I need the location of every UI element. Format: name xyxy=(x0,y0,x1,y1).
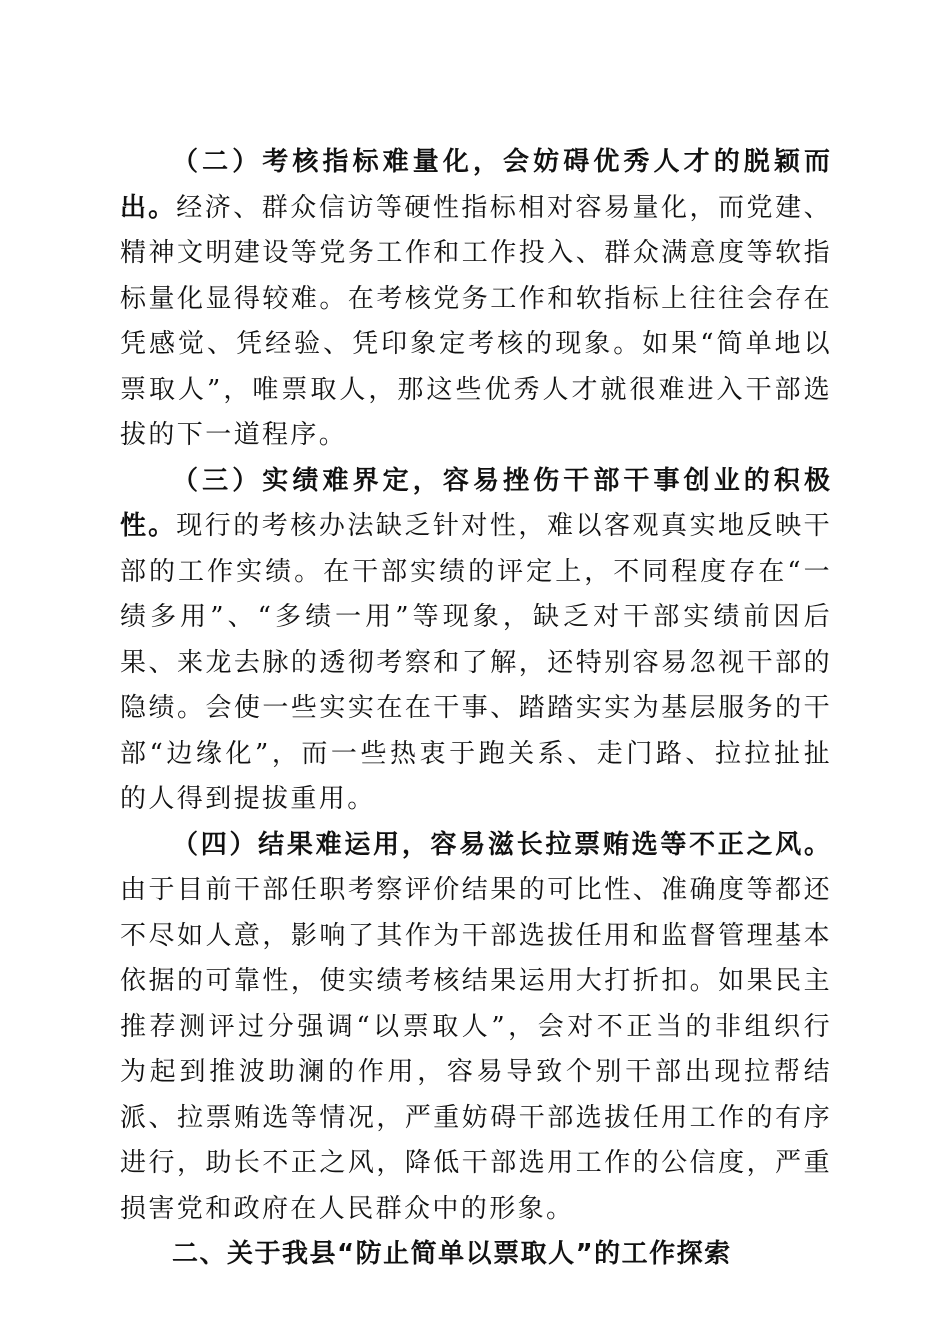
paragraph-lead: （三）实绩难界定，容易挫伤干部干事创业的积极性。 xyxy=(120,465,832,541)
paragraph-result-application xyxy=(120,823,832,1233)
paragraph-text: 由于目前干部任职考察评价结果的可比性、准确度等都还不尽如人意，影响了其作为干部选拔任用和监督管理基本依据的可靠性，使实绩考核结果运用大打折扣。如果民主推荐测评过分强调“以票取人”，会对不正当的非组织行为起到推波助澜的作用，容易导致个别干部出现拉帮结派、拉票贿选等情况，严重妨碍干部选拔任用工作的有序进行，助长不正之风，降低干部选用工作的公信度，严重损害党和政府在人民群众中的形象。 xyxy=(120,875,832,1224)
paragraph-lead: （四）结果难运用，容易滋长拉票贿选等不正之风。 xyxy=(172,829,832,860)
document-body xyxy=(120,140,832,1278)
paragraph-text: 经济、群众信访等硬性指标相对容易量化，而党建、精神文明建设等党务工作和工作投入、群众满意度等软指标量化显得较难。在考核党务工作和软指标上往往会存在凭感觉、凭经验、凭印象定考核的现象。如果“简单地以票取人”，唯票取人，那这些优秀人才就很难进入干部选拔的下一道程序。 xyxy=(120,192,832,450)
section-heading: 二、关于我县“防止简单以票取人”的工作探索 xyxy=(172,1239,732,1269)
paragraph-lead: （二）考核指标难量化，会妨碍优秀人才的脱颖而出。 xyxy=(120,147,832,223)
paragraph-assessment-indicators xyxy=(120,140,832,459)
paragraph-text: 现行的考核办法缺乏针对性，难以客观真实地反映干部的工作实绩。在干部实绩的评定上，不同程度存在“一绩多用”、“多绩一用”等现象，缺乏对干部实绩前因后果、来龙去脉的透彻考察和了解，还特别容易忽视干部的隐绩。会使一些实实在在干事、踏踏实实为基层服务的干部“边缘化”，而一些热衷于跑关系、走门路、拉拉扯扯的人得到提拔重用。 xyxy=(120,511,832,814)
paragraph-performance-definition xyxy=(120,459,832,823)
